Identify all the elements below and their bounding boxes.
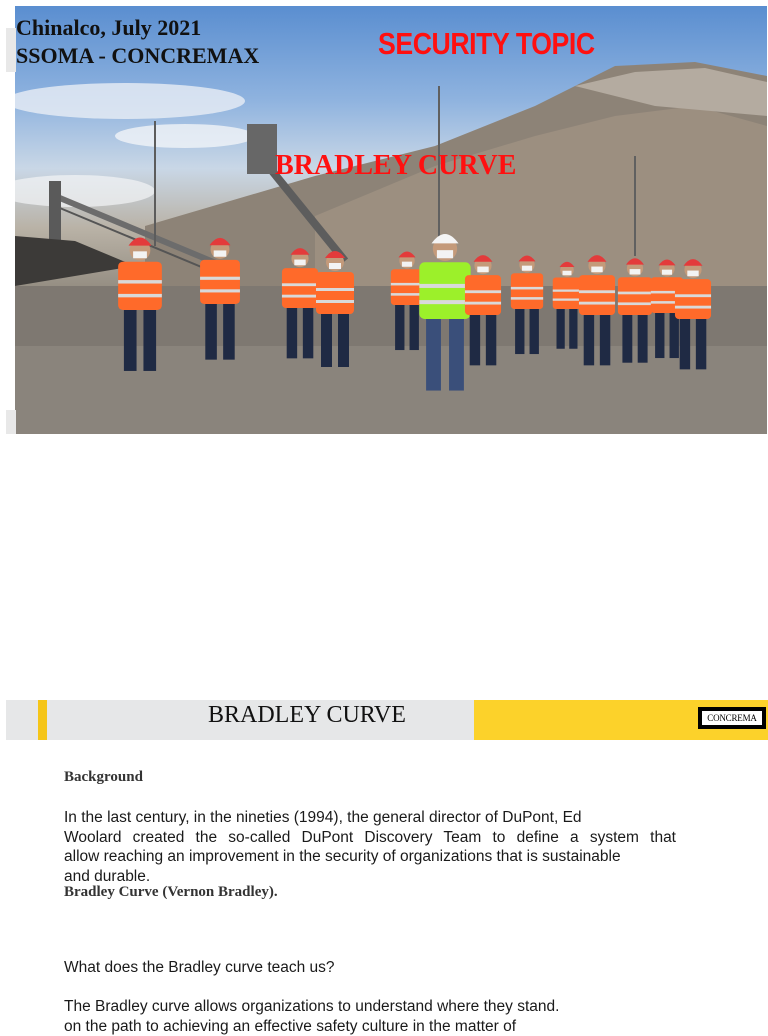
paragraph-line: and durable. (64, 867, 676, 887)
title-bar-accent (38, 700, 47, 740)
security-topic-title: SECURITY TOPIC (378, 26, 595, 62)
header-location-date: Chinalco, July 2021 (16, 14, 259, 42)
question-text: What does the Bradley curve teach us? (64, 959, 335, 977)
slide-header (16, 14, 259, 70)
company-logo (698, 707, 766, 729)
slide-edge-marker (6, 410, 16, 434)
paragraph-line: In the last century, in the nineties (1994), the general director of DuPont, Ed (64, 808, 676, 828)
answer-text (64, 997, 559, 1036)
slide-title: BRADLEY CURVE (208, 702, 406, 729)
slide-edge-marker (6, 28, 16, 72)
paragraph-line: Woolard created the so-called DuPont Discovery Team to define a system that (64, 828, 676, 848)
background-paragraph (64, 808, 676, 886)
site-photo (15, 6, 767, 434)
logo-text: CONCREMA (707, 713, 756, 723)
reference-note: Bradley Curve (Vernon Bradley). (64, 884, 278, 901)
answer-line: The Bradley curve allows organizations to understand where they stand. (64, 997, 559, 1017)
section-heading: Background (64, 769, 143, 786)
answer-line: on the path to achieving an effective safety culture in the matter of (64, 1017, 559, 1036)
header-organization: SSOMA - CONCREMAX (16, 42, 259, 70)
slide-subtitle: BRADLEY CURVE (275, 150, 516, 182)
paragraph-line: allow reaching an improvement in the security of organizations that is sustainable (64, 847, 676, 867)
photo-slide (15, 6, 767, 434)
